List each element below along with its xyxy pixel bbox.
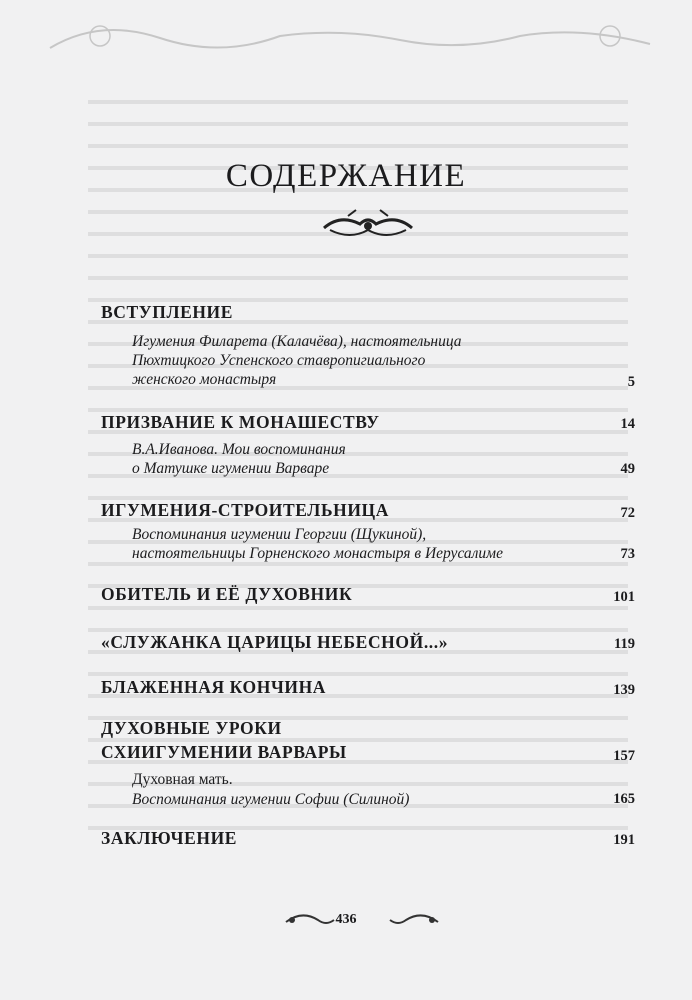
toc-page-number: 157 [613,748,635,764]
toc-page-number: 101 [613,589,635,605]
title-divider-ornament [320,206,416,242]
toc-heading-repose: БЛАЖЕННАЯ КОНЧИНА [101,677,327,697]
toc-page-number: 73 [620,546,635,562]
toc-page-number: 119 [614,636,635,652]
toc-subentry-line: Игумения Филарета (Калачёва), настоятельница [132,333,462,350]
toc-heading-lessons-line1: ДУХОВНЫЕ УРОКИ [101,718,282,738]
page-title: СОДЕРЖАНИЕ [225,158,467,194]
toc-subentry-line: В.А.Иванова. Мои воспоминания [132,441,346,458]
toc-subentry-line: Воспоминания игумении Софии (Силиной) [132,791,410,808]
toc-page-number: 165 [613,791,635,807]
header-ornament [40,8,660,68]
page-number: 436 [335,912,357,927]
toc-subentry-line: Пюхтицкого Успенского ставропигиального [132,352,426,369]
toc-heading-lessons-line2: СХИИГУМЕНИИ ВАРВАРЫ [101,742,347,762]
toc-page-number: 14 [620,416,635,432]
toc-page-number: 72 [620,505,635,521]
toc-subentry-line: женского монастыря [132,371,277,388]
toc-heading-monasticism: ПРИЗВАНИЕ К МОНАШЕСТВУ [101,412,380,432]
toc-subentry-line: о Матушке игумении Варваре [132,460,330,477]
toc-heading-monastery: ОБИТЕЛЬ И ЕЁ ДУХОВНИК [101,584,353,604]
toc-subentry-line: Духовная мать. [132,771,233,788]
toc-heading-servant: «СЛУЖАНКА ЦАРИЦЫ НЕБЕСНОЙ...» [101,632,449,652]
toc-page-number: 49 [620,461,635,477]
toc-page-number: 139 [613,682,635,698]
toc-heading-conclusion: ЗАКЛЮЧЕНИЕ [101,828,238,848]
toc-page-number: 191 [613,832,635,848]
toc-page-number: 5 [627,374,635,390]
toc-heading-intro: ВСТУПЛЕНИЕ [101,302,234,322]
toc-heading-builder: ИГУМЕНИЯ-СТРОИТЕЛЬНИЦА [101,500,389,520]
toc-subentry-line: Воспоминания игумении Георгии (Щукиной), [132,526,427,543]
toc-subentry-line: настоятельницы Горненского монастыря в Иерусалиме [132,545,503,562]
